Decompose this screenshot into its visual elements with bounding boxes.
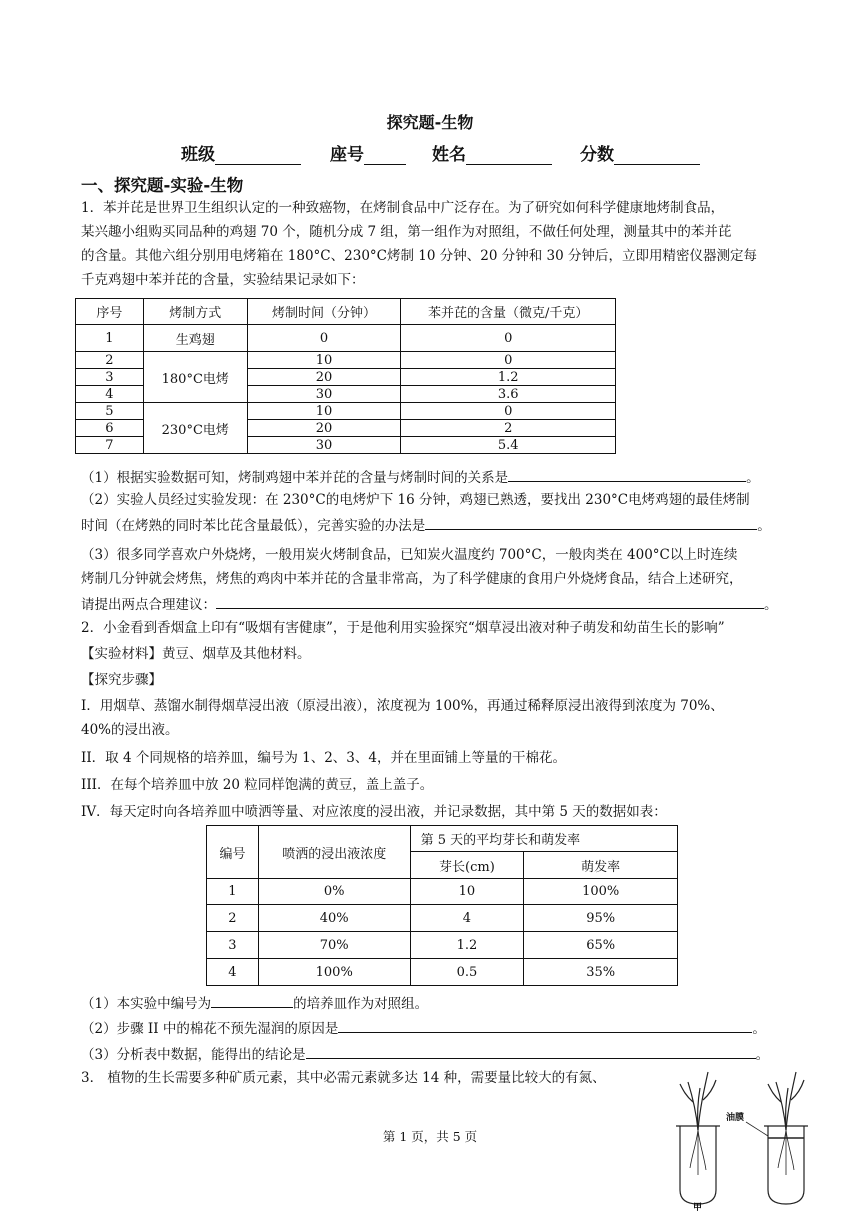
table-cell: 7: [76, 437, 144, 454]
table-header: 喷洒的浸出液浓度: [258, 826, 410, 879]
table-cell: 0: [401, 352, 616, 369]
table-cell: 40%: [258, 905, 410, 932]
table-cell: 0: [401, 403, 616, 420]
q2-results-table: [206, 825, 678, 986]
table-cell: 6: [76, 420, 144, 437]
table-cell: 10: [247, 352, 401, 369]
page-title: 探究题-生物: [386, 113, 474, 132]
table-cell: 3: [207, 932, 259, 959]
table-header: 编号: [207, 826, 259, 879]
q1-intro-line: 某兴趣小组购买同品种的鸡翅 70 个，随机分成 7 组，第一组作为对照组，不做任何处理，测量其中的苯并芘: [81, 224, 732, 240]
seat-field: 座号: [330, 140, 406, 165]
q2-step1-line1: I．用烟草、蒸馏水制得烟草浸出液（原浸出液），浓度视为 100%，再通过稀释原浸出液得到浓度为 70%、: [81, 698, 724, 714]
table-cell: 1.2: [401, 369, 616, 386]
name-field: 姓名: [432, 140, 552, 165]
table-cell: 10: [247, 403, 401, 420]
table-cell: 0%: [258, 879, 410, 905]
table-cell: 70%: [258, 932, 410, 959]
score-field: 分数: [580, 140, 700, 165]
q2-sub2: （2）步骤 II 中的棉花不预先湿润的原因是 。: [81, 1017, 766, 1039]
table-cell: 65%: [524, 932, 678, 959]
table-header: 苯并芘的含量（微克/千克）: [401, 299, 616, 325]
q2-steps-title: 【探究步骤】: [81, 672, 162, 688]
q2-step1-line2: 40%的浸出液。: [81, 722, 179, 738]
table-cell: 4: [410, 905, 524, 932]
q1-results-table: [75, 298, 616, 454]
table-header: 萌发率: [524, 852, 678, 879]
table-cell: 20: [247, 420, 401, 437]
table-header: 第 5 天的平均芽长和萌发率: [410, 826, 677, 852]
table-cell: 100%: [524, 879, 678, 905]
table-cell: 2: [76, 352, 144, 369]
q1-sub1: （1）根据实验数据可知，烤制鸡翅中苯并芘的含量与烤制时间的关系是 。: [81, 466, 760, 488]
table-cell: 230°C电烤: [143, 403, 247, 454]
table-cell: 3: [76, 369, 144, 386]
table-header: 烤制方式: [143, 299, 247, 325]
table-cell: 生鸡翅: [143, 325, 247, 352]
table-cell: 20: [247, 369, 401, 386]
q1-sub3-line1: （3）很多同学喜欢户外烧烤，一般用炭火烤制食品，已知炭火温度约 700°C，一般肉类在 400°C以上时连续: [81, 547, 738, 563]
q1-sub2-line2: 时间（在烤熟的同时苯比芘含量最低），完善实验的办法是 。: [81, 514, 771, 536]
q1-sub2-line1: （2）实验人员经过实验发现：在 230°C的电烤炉下 16 分钟，鸡翅已熟透，要找出 230°C电烤鸡翅的最佳烤制: [81, 492, 750, 508]
q1-sub3-line2: 烤制几分钟就会烤焦，烤焦的鸡肉中苯并芘的含量非常高，为了科学健康的食用户外烧烤食品，结合上述研究，: [81, 571, 743, 587]
q3-intro: 3． 植物的生长需要多种矿质元素，其中必需元素就多达 14 种，需要量比较大的有氮、: [81, 1070, 606, 1086]
q2-step2: II．取 4 个同规格的培养皿，编号为 1、2、3、4，并在里面铺上等量的干棉花。: [81, 750, 566, 766]
q2-step3: III．在每个培养皿中放 20 粒同样饱满的黄豆，盖上盖子。: [81, 777, 434, 793]
q2-intro: 2．小金看到香烟盒上印有“吸烟有害健康”，于是他利用实验探究“烟草浸出液对种子萌发和幼苗生长的影响”: [81, 620, 725, 636]
table-cell: 30: [247, 386, 401, 403]
table-cell: 1: [76, 325, 144, 352]
table-header: 序号: [76, 299, 144, 325]
table-cell: 0.5: [410, 959, 524, 986]
figure-label-oil-film: 油膜: [726, 1113, 745, 1123]
q1-intro-line: 千克鸡翅中苯并芘的含量，实验结果记录如下：: [81, 272, 365, 288]
q1-intro-line: 1．苯并芘是世界卫生组织认定的一种致癌物，在烤制食品中广泛存在。为了研究如何科学健康地烤制食品，: [81, 200, 725, 216]
table-cell: 5: [76, 403, 144, 420]
q1-sub3-line3: 请提出两点合理建议： 。: [81, 593, 778, 615]
table-cell: 35%: [524, 959, 678, 986]
q2-sub1: （1）本实验中编号为 的培养皿作为对照组。: [81, 992, 428, 1014]
page-footer: 第 1 页，共 5 页: [382, 1129, 478, 1144]
table-cell: 30: [247, 437, 401, 454]
table-cell: 4: [207, 959, 259, 986]
table-cell: 0: [247, 325, 401, 352]
q2-materials: 【实验材料】黄豆、烟草及其他材料。: [81, 646, 311, 662]
table-cell: 180°C电烤: [143, 352, 247, 403]
q2-sub3: （3）分析表中数据，能得出的结论是 。: [81, 1043, 769, 1065]
table-cell: 4: [76, 386, 144, 403]
figure-label-jia: 甲: [693, 1203, 703, 1213]
table-cell: 3.6: [401, 386, 616, 403]
table-cell: 1.2: [410, 932, 524, 959]
table-cell: 10: [410, 879, 524, 905]
table-cell: 2: [401, 420, 616, 437]
section-title: 一、探究题-实验-生物: [81, 176, 244, 195]
table-header: 芽长(cm): [410, 852, 524, 879]
class-field: 班级: [181, 140, 301, 165]
table-cell: 5.4: [401, 437, 616, 454]
table-cell: 2: [207, 905, 259, 932]
table-cell: 95%: [524, 905, 678, 932]
table-header: 烤制时间（分钟）: [247, 299, 401, 325]
table-cell: 100%: [258, 959, 410, 986]
q2-step4: IV．每天定时向各培养皿中喷洒等量、对应浓度的浸出液，并记录数据，其中第 5 天的数据如表：: [81, 804, 667, 820]
q1-intro-line: 的含量。其他六组分别用电烤箱在 180°C、230°C烤制 10 分钟、20 分钟和 30 分钟后，立即用精密仪器测定每: [81, 248, 757, 264]
table-cell: 1: [207, 879, 259, 905]
table-cell: 0: [401, 325, 616, 352]
